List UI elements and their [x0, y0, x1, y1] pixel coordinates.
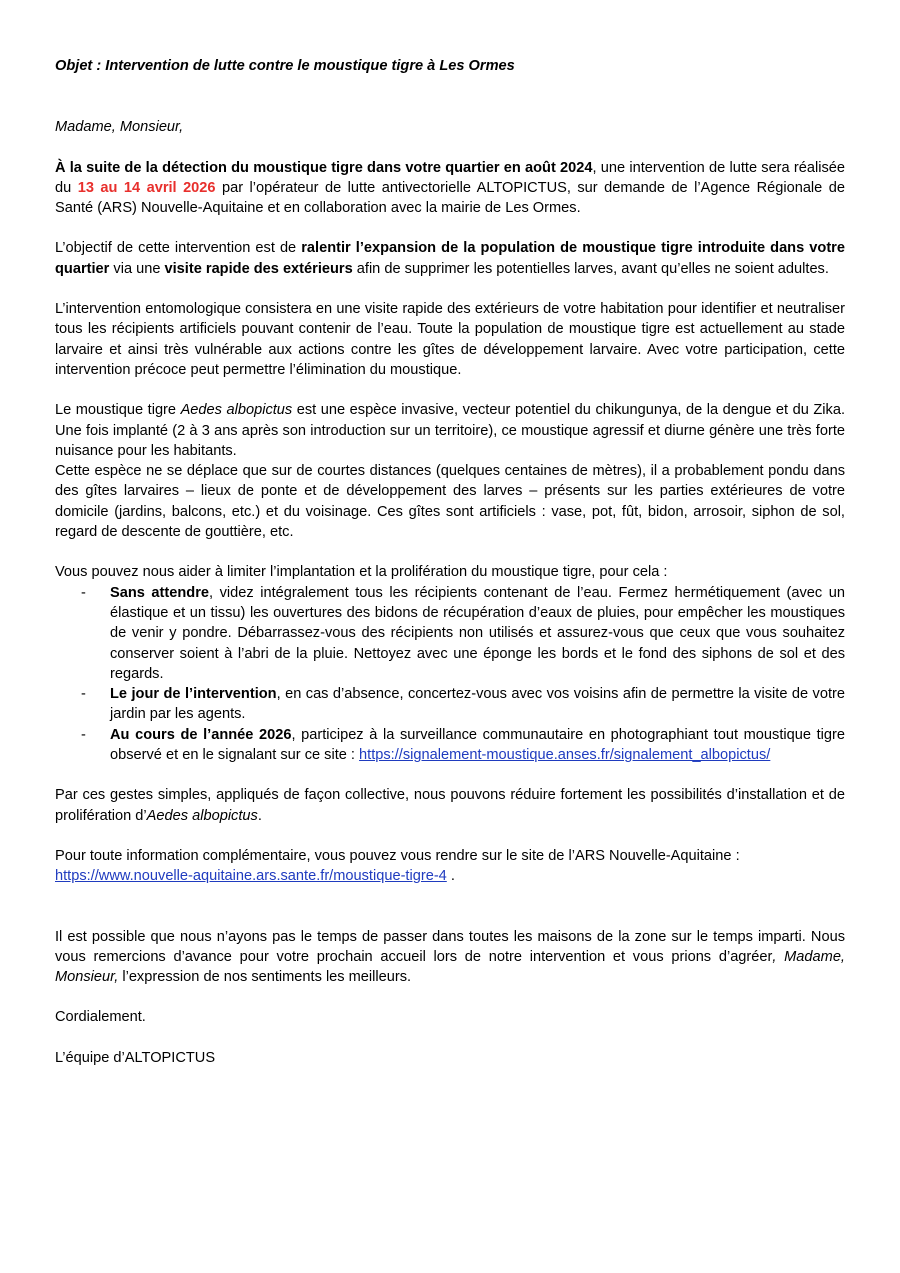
anses-report-link[interactable]: https://signalement-moustique.anses.fr/signalement_albopictus/: [359, 747, 771, 764]
subject-line: Objet : Intervention de lutte contre le moustique tigre à Les Ormes: [55, 58, 515, 74]
list-item: - Le jour de l’intervention, en cas d’absence, concertez-vous avec vos voisins afin de permettre la visite de votre jardin par les agents.: [81, 686, 845, 723]
list-item: - Sans attendre, videz intégralement tous les récipients contenant de l’eau. Fermez hermétiquement (avec un élastique et un tissu) les ouvertures des bidons de récupération d’eaux de pluies, pour empêcher les moustiques de venir y pondre. Débarrassez-vous des récipients non utilisés et assurez-vous que ceux que vous souhaitez conserver soient à l’abri de la pluie. Nettoyez avec une éponge les bords et le fond des siphons de sol et des regards.: [81, 584, 845, 682]
closing-paragraph: Il est possible que nous n’ayons pas le temps de passer dans toutes les maisons de la zone sur le temps imparti. Nous vous remercions d’avance pour votre prochain accueil lors de notre intervention et vous prions d’agréer, Madame, Monsieur, l’expression de nos sentiments les meilleurs.: [55, 928, 845, 986]
collective-paragraph: Par ces gestes simples, appliqués de façon collective, nous pouvons réduire fortement les possibilités d’installation et de prolifération d’Aedes albopictus.: [55, 787, 845, 824]
advice-list: [55, 583, 845, 766]
intervention-dates: 13 au 14 avril 2026: [77, 179, 216, 196]
species-paragraph: Le moustique tigre Aedes albopictus est une espèce invasive, vecteur potentiel du chikungunya, de la dengue et du Zika. Une fois implanté (2 à 3 ans après son introduction sur un territoire), ce moustique agressif et diurne génère une très forte nuisance pour les habitants.: [55, 402, 845, 459]
regards: Cordialement.: [55, 1009, 146, 1026]
salutation: Madame, Monsieur,: [55, 119, 184, 136]
intervention-paragraph: L’intervention entomologique consistera en une visite rapide des extérieurs de votre habitation pour identifier et neutraliser tous les récipients artificiels pouvant contenir de l’eau. Toute la population de moustique tigre est actuellement au stade larvaire et ainsi très vulnérable aux actions contre les gîtes de développement larvaire. Avec votre participation, cette intervention précoce peut permettre l’élimination du moustique.: [55, 301, 845, 378]
breeding-sites-paragraph: Cette espèce ne se déplace que sur de courtes distances (quelques centaines de mètres), il a probablement pondu dans des gîtes larvaires – lieux de ponte et de développement des larves – présents sur les parties extérieures de votre domicile (jardins, balcons, etc.) et du voisinage. Ces gîtes sont artificiels : vase, pot, fût, bidon, arrosoir, siphon de sol, regard de descente de gouttière, etc.: [55, 463, 845, 541]
ars-website-link[interactable]: https://www.nouvelle-aquitaine.ars.sante.fr/moustique-tigre-4: [55, 868, 447, 885]
list-intro: Vous pouvez nous aider à limiter l’implantation et la prolifération du moustique tigre, pour cela :: [55, 564, 668, 581]
list-item: - Au cours de l’année 2026, participez à la surveillance communautaire en photographiant tout moustique tigre observé et en le signalant sur ce site : https://signalement-moustique.anses.fr/signalement_albopictus/: [81, 726, 845, 764]
signature: L’équipe d’ALTOPICTUS: [55, 1049, 216, 1066]
objective-paragraph: L’objectif de cette intervention est de ralentir l’expansion de la population de moustique tigre introduite dans votre quartier via une visite rapide des extérieurs afin de supprimer les potentielles larves, avant qu’elles ne soient adultes.: [55, 240, 845, 277]
info-paragraph: Pour toute information complémentaire, vous pouvez vous rendre sur le site de l’ARS Nouvelle-Aquitaine : https://www.nouvelle-aquitaine.ars.sante.fr/moustique-tigre-4 .: [55, 847, 740, 885]
detection-statement: À la suite de la détection du moustique tigre dans votre quartier en août 2024: [55, 159, 593, 176]
intro-paragraph: À la suite de la détection du moustique tigre dans votre quartier en août 2024, une intervention de lutte sera réalisée du 13 au 14 avril 2026 par l’opérateur de lutte antivectorielle ALTOPICTUS, sur demande de l’Agence Régionale de Santé (ARS) Nouvelle-Aquitaine et en collaboration avec la mairie de Les Ormes.: [55, 159, 845, 217]
